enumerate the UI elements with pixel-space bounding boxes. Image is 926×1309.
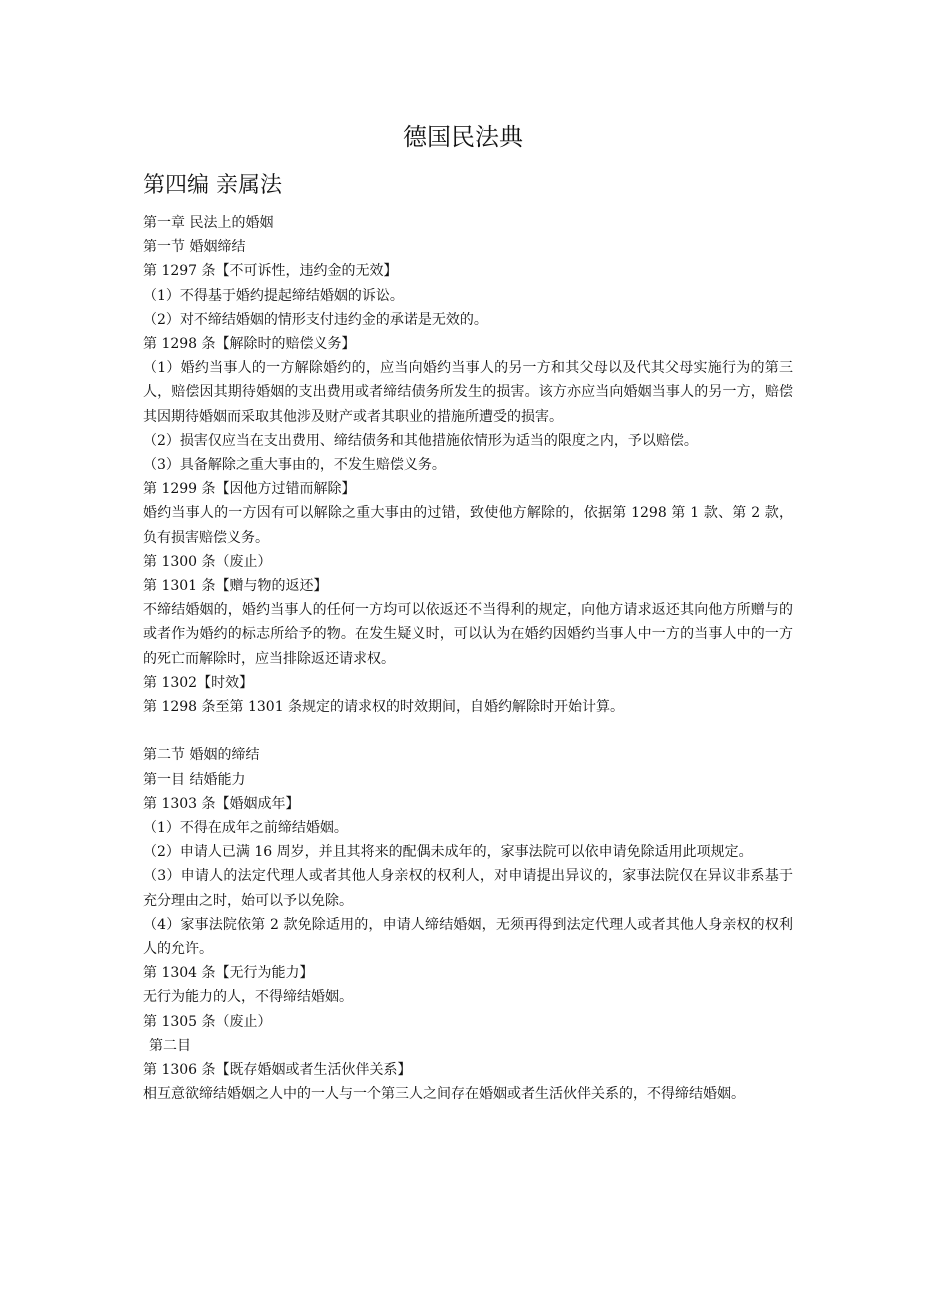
paragraph: （2）损害仅应当在支出费用、缔结债务和其他措施依情形为适当的限度之内，予以赔偿。 bbox=[143, 432, 698, 449]
section-heading: 第一节 婚姻缔结 bbox=[143, 239, 246, 256]
article-heading: 第 1298 条【解除时的赔偿义务】 bbox=[143, 336, 356, 353]
article-heading: 第 1303 条【婚姻成年】 bbox=[143, 795, 300, 812]
subsection-heading: 第一目 结婚能力 bbox=[143, 771, 246, 788]
paragraph: （2）对不缔结婚姻的情形支付违约金的承诺是无效的。 bbox=[143, 311, 488, 328]
paragraph: 不缔结婚姻的，婚约当事人的任何一方均可以依返还不当得利的规定，向他方请求返还其向他方所赠与的或者作为婚约的标志所给予的物。在发生疑义时，可以认为在婚约因婚约当事人中一方的当事人中的一方的死亡而解除时，应当排除返还请求权。 bbox=[143, 602, 793, 667]
chapter-heading: 第一章 民法上的婚姻 bbox=[143, 215, 274, 231]
paragraph: （4）家事法院依第 2 款免除适用的，申请人缔结婚姻，无须再得到法定代理人或者其他人身亲权的权利人的允许。 bbox=[143, 916, 793, 958]
article-heading: 第 1300 条（废止） bbox=[143, 553, 272, 570]
document-body bbox=[143, 211, 793, 1107]
article-heading: 第 1299 条【因他方过错而解除】 bbox=[143, 481, 356, 498]
paragraph: （1）婚约当事人的一方解除婚约的，应当向婚约当事人的另一方和其父母以及代其父母实施行为的第三人，赔偿因其期待婚姻的支出费用或者缔结债务所发生的损害。该方亦应当向婚姻当事人的另一方，赔偿其因期待婚姻而采取其他涉及财产或者其职业的措施所遭受的损害。 bbox=[143, 360, 793, 425]
section-heading: 第二节 婚姻的缔结 bbox=[143, 747, 260, 764]
paragraph: （3）申请人的法定代理人或者其他人身亲权的权利人，对申请提出异议的，家事法院仅在异议非系基于充分理由之时，始可以予以免除。 bbox=[143, 868, 793, 909]
paragraph: 无行为能力的人，不得缔结婚姻。 bbox=[143, 989, 353, 1006]
article-heading: 第 1302【时效】 bbox=[143, 674, 254, 691]
paragraph: （1）不得基于婚约提起缔结婚姻的诉讼。 bbox=[143, 287, 404, 304]
paragraph: （3）具备解除之重大事由的，不发生赔偿义务。 bbox=[143, 457, 446, 474]
paragraph: （1）不得在成年之前缔结婚姻。 bbox=[143, 820, 348, 837]
article-heading: 第 1305 条（废止） bbox=[143, 1013, 272, 1030]
article-heading: 第 1297 条【不可诉性，违约金的无效】 bbox=[143, 263, 398, 280]
paragraph: 相互意欲缔结婚姻之人中的一人与一个第三人之间存在婚姻或者生活伙伴关系的，不得缔结婚姻。 bbox=[143, 1086, 745, 1103]
part-heading: 第四编 亲属法 bbox=[143, 173, 282, 198]
article-heading: 第 1301 条【赠与物的返还】 bbox=[143, 578, 328, 595]
paragraph: 婚约当事人的一方因有可以解除之重大事由的过错，致使他方解除的，依据第 1298 第 1 款、第 2 款，负有损害赔偿义务。 bbox=[143, 505, 793, 546]
paragraph: （2）申请人已满 16 周岁，并且其将来的配偶未成年的，家事法院可以依申请免除适用此项规定。 bbox=[143, 844, 753, 861]
article-heading: 第 1304 条【无行为能力】 bbox=[143, 965, 314, 982]
subsection-heading: 第二目 bbox=[149, 1037, 191, 1054]
blank-line bbox=[143, 719, 793, 743]
document-title: 德国民法典 bbox=[403, 123, 523, 151]
article-heading: 第 1306 条【既存婚姻或者生活伙伴关系】 bbox=[143, 1062, 412, 1079]
paragraph: 第 1298 条至第 1301 条规定的请求权的时效期间，自婚约解除时开始计算。 bbox=[143, 699, 625, 716]
